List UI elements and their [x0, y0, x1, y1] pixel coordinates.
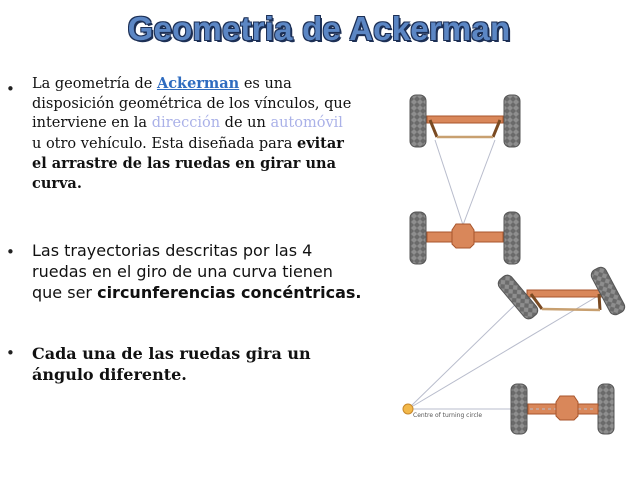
p1-text: La geometría de [32, 76, 157, 92]
turning-steering-diagram [403, 265, 627, 434]
guide-line [435, 140, 463, 225]
rear-right-tyre [504, 212, 520, 264]
front-axle [527, 290, 603, 297]
direccion-link[interactable]: dirección [151, 115, 221, 131]
tie-rod [542, 309, 600, 310]
p1-text: interviene en la [32, 115, 152, 131]
straight-steering-diagram [410, 95, 520, 264]
slide-title: Geometria de Ackerman [127, 10, 511, 47]
p1-line-5: el arrastre de las ruedas en girar una [32, 155, 336, 172]
bullet-marker: • [6, 344, 15, 362]
p2-line-2: ruedas en el giro de una curva tienen [32, 262, 333, 281]
front-axle [427, 116, 503, 123]
rear-right-tyre [598, 384, 614, 434]
rear-left-tyre [511, 384, 527, 434]
differential [452, 224, 474, 248]
p1-line-2: disposición geométrica de los vínculos, que [32, 95, 352, 112]
guide-line [463, 140, 495, 225]
automovil-link[interactable]: automóvil [270, 115, 343, 131]
p1-text: u otro vehículo. Esta diseñada para [32, 135, 297, 152]
p1-bold-text: evitar [297, 134, 344, 152]
turning-circle-caption: Centre of turning circle [413, 412, 483, 419]
turning-centre-marker [403, 404, 413, 414]
guide-line [408, 300, 520, 409]
bullet-marker: • [6, 243, 15, 261]
rear-left-tyre [410, 212, 426, 264]
guide-line [408, 290, 608, 409]
steering-arm-right [599, 294, 600, 310]
p1-text: de un [220, 115, 271, 131]
p1-line-6: curva. [32, 174, 82, 192]
p2-text: que ser [32, 283, 98, 302]
ackerman-link[interactable]: Ackerman [156, 75, 240, 92]
front-left-tyre [410, 95, 426, 147]
front-right-tyre [504, 95, 520, 147]
p3-line-2: ángulo diferente. [32, 365, 187, 384]
p2-bold-text: circunferencias concéntricas. [97, 283, 362, 302]
p1-text: es una [239, 76, 292, 92]
bullet-marker: • [6, 80, 15, 98]
differential [556, 396, 578, 420]
p3-line-1: Cada una de las ruedas gira un [32, 344, 311, 363]
p2-line-1: Las trayectorias descritas por las 4 [32, 241, 313, 260]
